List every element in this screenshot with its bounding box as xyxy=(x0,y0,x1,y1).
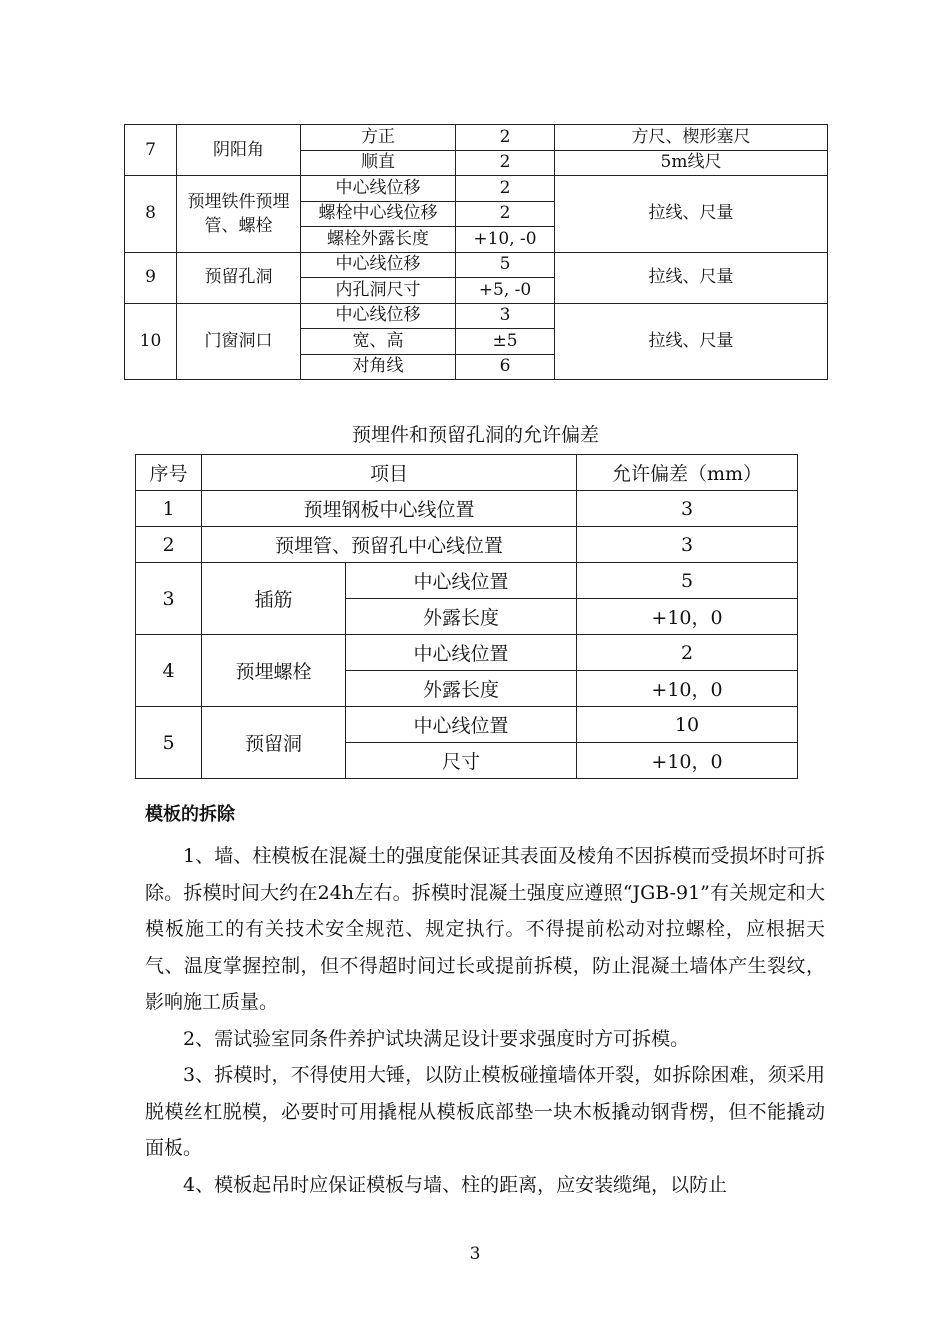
paragraph: 3、拆模时，不得使用大锤，以防止模板碰撞墙体开裂，如拆除困难，须采用脱模丝杠脱模，必要时可用撬棍从模板底部垫一块木板撬动钢背楞，但不能撬动面板。 xyxy=(145,1064,825,1159)
inspection-method: 拉线、尺量 xyxy=(555,176,828,253)
item-name: 阴阳角 xyxy=(177,125,301,176)
header-item: 项目 xyxy=(202,455,577,491)
sub-item: 中心线位移 xyxy=(301,303,456,329)
table-row xyxy=(125,176,828,202)
sub-item: 宽、高 xyxy=(301,329,456,355)
table-row xyxy=(136,563,798,599)
table-row xyxy=(125,303,828,329)
sub-item: 中心线位置 xyxy=(346,563,577,599)
tolerance-value: +10，0 xyxy=(577,599,798,635)
sub-item: 顺直 xyxy=(301,150,456,176)
item-name: 预埋螺栓 xyxy=(202,635,346,707)
tolerance-value: 2 xyxy=(456,150,555,176)
tolerance-value: 3 xyxy=(577,527,798,563)
tolerance-value: 5 xyxy=(456,252,555,278)
tolerance-value: 2 xyxy=(577,635,798,671)
sub-item: 中心线位移 xyxy=(301,176,456,202)
table-row xyxy=(136,491,798,527)
row-number: 7 xyxy=(125,125,177,176)
sub-item: 内孔洞尺寸 xyxy=(301,278,456,304)
inspection-method: 5m线尺 xyxy=(555,150,828,176)
section-heading: 模板的拆除 xyxy=(145,804,235,825)
header-tolerance: 允许偏差（mm） xyxy=(577,455,798,491)
tolerance-value: +10, -0 xyxy=(456,227,555,253)
sub-item: 中心线位置 xyxy=(346,707,577,743)
row-number: 1 xyxy=(136,491,202,527)
item-name: 预埋管、预留孔中心线位置 xyxy=(202,527,577,563)
tolerance-value: 6 xyxy=(456,354,555,380)
inspection-method: 方尺、楔形塞尺 xyxy=(555,125,828,151)
tolerance-value: 10 xyxy=(577,707,798,743)
table-caption: 预埋件和预留孔洞的允许偏差 xyxy=(351,424,599,446)
item-name: 插筋 xyxy=(202,563,346,635)
header-number: 序号 xyxy=(136,455,202,491)
item-name: 预留洞 xyxy=(202,707,346,779)
sub-item: 中心线位置 xyxy=(346,635,577,671)
item-name: 预埋铁件预埋管、螺栓 xyxy=(177,176,301,253)
tolerance-table-continued xyxy=(124,124,828,380)
section-body xyxy=(145,838,825,1203)
tolerance-value: +10，0 xyxy=(577,743,798,779)
row-number: 5 xyxy=(136,707,202,779)
table-row xyxy=(136,707,798,743)
tolerance-value: +10，0 xyxy=(577,671,798,707)
sub-item: 外露长度 xyxy=(346,671,577,707)
table-row xyxy=(136,527,798,563)
row-number: 10 xyxy=(125,303,177,380)
paragraph: 4、模板起吊时应保证模板与墙、柱的距离，应安装缆绳，以防止 xyxy=(183,1173,728,1196)
row-number: 3 xyxy=(136,563,202,635)
inspection-method: 拉线、尺量 xyxy=(555,252,828,303)
tolerance-value: 2 xyxy=(456,201,555,227)
row-number: 2 xyxy=(136,527,202,563)
tolerance-value: 3 xyxy=(577,491,798,527)
sub-item: 中心线位移 xyxy=(301,252,456,278)
table-row xyxy=(136,635,798,671)
sub-item: 尺寸 xyxy=(346,743,577,779)
tolerance-value: +5, -0 xyxy=(456,278,555,304)
paragraph: 1、墙、柱模板在混凝土的强度能保证其表面及棱角不因拆模而受损坏时可拆除。拆模时间大约在24h左右。拆模时混凝土强度应遵照“JGB-91”有关规定和大模板施工的有关技术安全规范、规定执行。不得提前松动对拉螺栓，应根据天气、温度掌握控制，但不得超时间过长或提前拆模，防止混凝土墙体产生裂纹，影响施工质量。 xyxy=(145,845,825,1013)
sub-item: 外露长度 xyxy=(346,599,577,635)
table-row xyxy=(125,125,828,151)
row-number: 8 xyxy=(125,176,177,253)
sub-item: 对角线 xyxy=(301,354,456,380)
table-row xyxy=(125,252,828,278)
tolerance-value: 2 xyxy=(456,176,555,202)
sub-item: 方正 xyxy=(301,125,456,151)
tolerance-value: ±5 xyxy=(456,329,555,355)
sub-item: 螺栓中心线位移 xyxy=(301,201,456,227)
sub-item: 螺栓外露长度 xyxy=(301,227,456,253)
item-name: 预埋钢板中心线位置 xyxy=(202,491,577,527)
tolerance-value: 2 xyxy=(456,125,555,151)
tolerance-value: 5 xyxy=(577,563,798,599)
embedded-parts-tolerance-table xyxy=(135,454,798,779)
item-name: 门窗洞口 xyxy=(177,303,301,380)
inspection-method: 拉线、尺量 xyxy=(555,303,828,380)
row-number: 4 xyxy=(136,635,202,707)
tolerance-value: 3 xyxy=(456,303,555,329)
row-number: 9 xyxy=(125,252,177,303)
table-header-row xyxy=(136,455,798,491)
item-name: 预留孔洞 xyxy=(177,252,301,303)
paragraph: 2、需试验室同条件养护试块满足设计要求强度时方可拆模。 xyxy=(183,1027,690,1050)
page-number: 3 xyxy=(469,1244,481,1264)
